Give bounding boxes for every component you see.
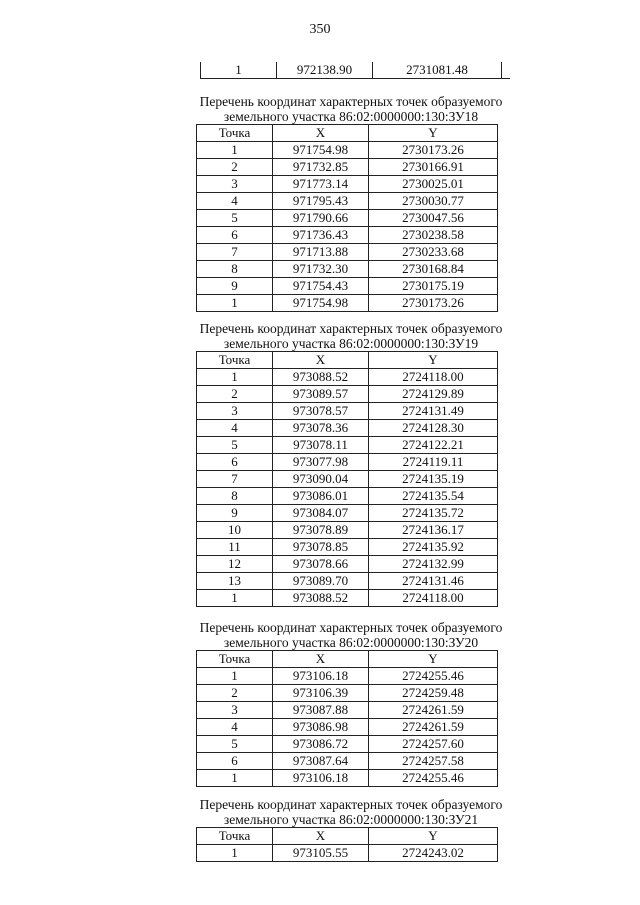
table-row	[197, 278, 498, 295]
y-cell: 2730166.91	[369, 159, 498, 176]
column-header-point: Точка	[197, 828, 273, 845]
x-cell: 973087.88	[273, 702, 369, 719]
x-cell: 971732.85	[273, 159, 369, 176]
heading-line-2: земельного участка 86:02:0000000:130:ЗУ18	[223, 109, 479, 124]
point-cell: 7	[197, 244, 273, 261]
x-cell: 971754.43	[273, 278, 369, 295]
table-row	[197, 702, 498, 719]
x-cell: 973087.64	[273, 753, 369, 770]
y-cell: 2724135.92	[369, 539, 498, 556]
table-row	[197, 295, 498, 312]
y-cell: 2724136.17	[369, 522, 498, 539]
point-cell: 4	[197, 719, 273, 736]
table-row	[197, 142, 498, 159]
heading-line-1: Перечень координат характерных точек образуемого	[199, 94, 503, 109]
table-row	[197, 770, 498, 787]
y-cell: 2730173.26	[369, 142, 498, 159]
point-cell: 1	[197, 295, 273, 312]
x-cell: 973089.57	[273, 386, 369, 403]
table-row	[197, 244, 498, 261]
x-cell: 971790.66	[273, 210, 369, 227]
x-cell: 973078.89	[273, 522, 369, 539]
table-row	[197, 668, 498, 685]
point-cell: 1	[197, 770, 273, 787]
x-cell: 973106.18	[273, 668, 369, 685]
y-cell: 2724118.00	[369, 369, 498, 386]
table-row	[197, 227, 498, 244]
section-zu20	[186, 620, 516, 787]
table-row	[197, 590, 498, 607]
coordinates-table	[196, 827, 498, 862]
x-cell: 973106.39	[273, 685, 369, 702]
y-cell: 2724257.60	[369, 736, 498, 753]
section-heading	[186, 797, 516, 827]
point-cell: 3	[197, 702, 273, 719]
point-cell: 2	[197, 685, 273, 702]
point-cell: 3	[197, 176, 273, 193]
x-cell: 973089.70	[273, 573, 369, 590]
x-cell: 973077.98	[273, 454, 369, 471]
y-cell: 2730175.19	[369, 278, 498, 295]
table-row	[197, 193, 498, 210]
table-row	[197, 505, 498, 522]
point-cell: 1	[197, 142, 273, 159]
table-row	[197, 556, 498, 573]
table-row	[197, 159, 498, 176]
point-cell: 4	[197, 193, 273, 210]
x-cell: 973106.18	[273, 770, 369, 787]
y-cell: 2724118.00	[369, 590, 498, 607]
column-header-x: X	[273, 352, 369, 369]
table-row	[197, 736, 498, 753]
y-cell: 2724259.48	[369, 685, 498, 702]
point-cell: 11	[197, 539, 273, 556]
column-header-x: X	[273, 651, 369, 668]
x-cell: 973078.85	[273, 539, 369, 556]
column-header-x: X	[273, 125, 369, 142]
point-cell: 1	[197, 668, 273, 685]
heading-line-1: Перечень координат характерных точек образуемого	[199, 620, 503, 635]
x-cell: 972138.90	[276, 62, 372, 78]
y-cell: 2724122.21	[369, 437, 498, 454]
point-cell: 2	[197, 386, 273, 403]
table-row	[197, 719, 498, 736]
section-zu18	[186, 94, 516, 312]
column-header-point: Точка	[197, 125, 273, 142]
heading-line-1: Перечень координат характерных точек образуемого	[199, 321, 503, 336]
point-cell: 1	[197, 845, 273, 862]
x-cell: 971732.30	[273, 261, 369, 278]
y-cell: 2730173.26	[369, 295, 498, 312]
point-cell: 12	[197, 556, 273, 573]
column-header-y: Y	[369, 828, 498, 845]
table-header-row	[197, 125, 498, 142]
table-row	[197, 210, 498, 227]
x-cell: 973084.07	[273, 505, 369, 522]
x-cell: 973078.36	[273, 420, 369, 437]
x-cell: 971713.88	[273, 244, 369, 261]
continued-table-row	[200, 62, 510, 79]
coordinates-table	[196, 124, 498, 312]
column-header-y: Y	[369, 352, 498, 369]
table-row	[197, 845, 498, 862]
column-header-x: X	[273, 828, 369, 845]
y-cell: 2724261.59	[369, 719, 498, 736]
column-header-y: Y	[369, 651, 498, 668]
table-row	[197, 488, 498, 505]
x-cell: 971773.14	[273, 176, 369, 193]
y-cell: 2724255.46	[369, 770, 498, 787]
x-cell: 973086.98	[273, 719, 369, 736]
y-cell: 2730238.58	[369, 227, 498, 244]
y-cell: 2724135.19	[369, 471, 498, 488]
point-cell: 1	[197, 369, 273, 386]
x-cell: 971736.43	[273, 227, 369, 244]
table-row	[197, 471, 498, 488]
point-cell: 8	[197, 261, 273, 278]
point-cell: 13	[197, 573, 273, 590]
point-cell: 5	[197, 736, 273, 753]
table-row	[197, 386, 498, 403]
x-cell: 973088.52	[273, 590, 369, 607]
table-header-row	[197, 651, 498, 668]
point-cell: 9	[197, 278, 273, 295]
x-cell: 971754.98	[273, 142, 369, 159]
table-row	[197, 369, 498, 386]
point-cell: 3	[197, 403, 273, 420]
point-cell: 10	[197, 522, 273, 539]
table-row	[197, 522, 498, 539]
section-heading	[186, 94, 516, 124]
y-cell: 2730047.56	[369, 210, 498, 227]
y-cell: 2724129.89	[369, 386, 498, 403]
table-row	[197, 573, 498, 590]
table-header-row	[197, 828, 498, 845]
heading-line-1: Перечень координат характерных точек образуемого	[199, 797, 503, 812]
point-cell: 5	[197, 210, 273, 227]
y-cell: 2724132.99	[369, 556, 498, 573]
x-cell: 973086.72	[273, 736, 369, 753]
table-row	[197, 261, 498, 278]
heading-line-2: земельного участка 86:02:0000000:130:ЗУ20	[223, 635, 479, 650]
x-cell: 973078.11	[273, 437, 369, 454]
y-cell: 2724131.49	[369, 403, 498, 420]
page-number: 350	[309, 22, 331, 37]
y-cell: 2730025.01	[369, 176, 498, 193]
y-cell: 2730030.77	[369, 193, 498, 210]
point-cell: 7	[197, 471, 273, 488]
x-cell: 973078.66	[273, 556, 369, 573]
table-row	[197, 403, 498, 420]
y-cell: 2730233.68	[369, 244, 498, 261]
section-zu19	[186, 321, 516, 607]
x-cell: 973078.57	[273, 403, 369, 420]
y-cell: 2724261.59	[369, 702, 498, 719]
y-cell: 2724131.46	[369, 573, 498, 590]
table-row	[197, 454, 498, 471]
section-heading	[186, 620, 516, 650]
table-row	[197, 420, 498, 437]
point-cell: 6	[197, 753, 273, 770]
point-cell: 2	[197, 159, 273, 176]
x-cell: 973090.04	[273, 471, 369, 488]
point-cell: 8	[197, 488, 273, 505]
coordinates-table	[196, 351, 498, 607]
point-cell: 1	[197, 590, 273, 607]
x-cell: 973105.55	[273, 845, 369, 862]
y-cell: 2731081.48	[372, 62, 502, 78]
point-cell: 6	[197, 227, 273, 244]
y-cell: 2724243.02	[369, 845, 498, 862]
point-cell: 9	[197, 505, 273, 522]
y-cell: 2730168.84	[369, 261, 498, 278]
table-header-row	[197, 352, 498, 369]
section-zu21	[186, 797, 516, 862]
point-cell: 5	[197, 437, 273, 454]
point-cell: 6	[197, 454, 273, 471]
table-row	[197, 753, 498, 770]
table-row	[197, 539, 498, 556]
heading-line-2: земельного участка 86:02:0000000:130:ЗУ19	[223, 336, 479, 351]
y-cell: 2724128.30	[369, 420, 498, 437]
y-cell: 2724257.58	[369, 753, 498, 770]
table-row	[197, 437, 498, 454]
table-row	[197, 685, 498, 702]
point-cell: 4	[197, 420, 273, 437]
section-heading	[186, 321, 516, 351]
x-cell: 971795.43	[273, 193, 369, 210]
y-cell: 2724255.46	[369, 668, 498, 685]
x-cell: 971754.98	[273, 295, 369, 312]
x-cell: 973086.01	[273, 488, 369, 505]
x-cell: 973088.52	[273, 369, 369, 386]
column-header-point: Точка	[197, 651, 273, 668]
point-cell: 1	[200, 62, 276, 78]
y-cell: 2724119.11	[369, 454, 498, 471]
heading-line-2: земельного участка 86:02:0000000:130:ЗУ21	[223, 812, 479, 827]
y-cell: 2724135.72	[369, 505, 498, 522]
table-row	[197, 176, 498, 193]
y-cell: 2724135.54	[369, 488, 498, 505]
column-header-y: Y	[369, 125, 498, 142]
coordinates-table	[196, 650, 498, 787]
column-header-point: Точка	[197, 352, 273, 369]
